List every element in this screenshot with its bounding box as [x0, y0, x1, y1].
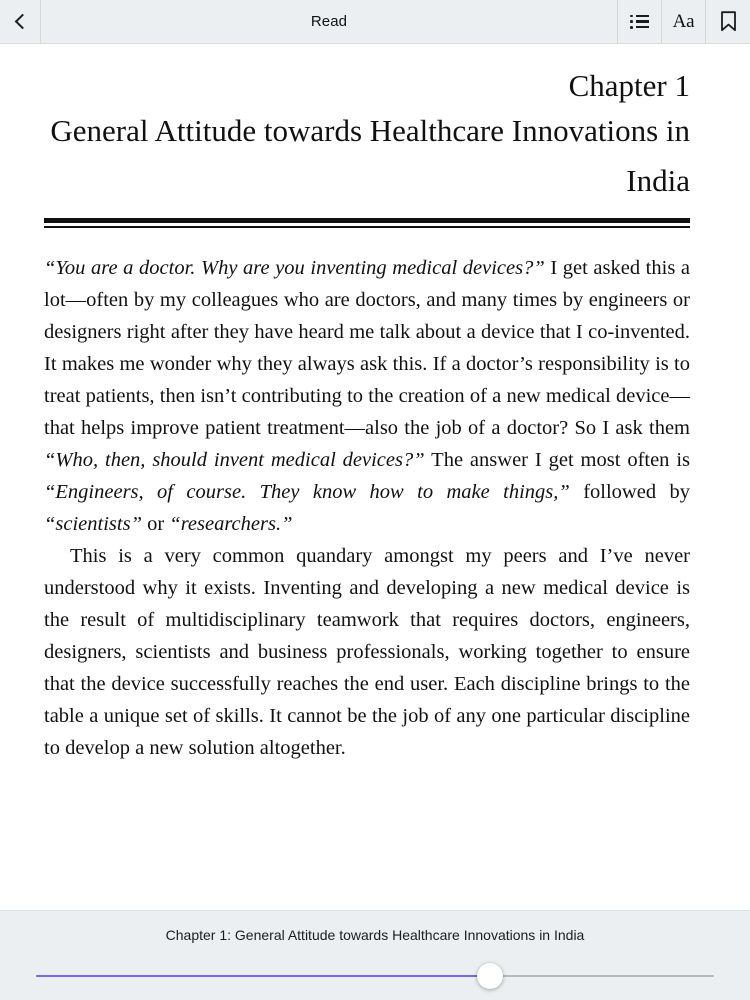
font-size-aa-icon: Aa — [672, 11, 695, 32]
back-button[interactable] — [0, 0, 41, 43]
quote-engineers: “Engineers, of course. They know how to make things,” — [44, 480, 570, 503]
top-toolbar — [0, 0, 750, 44]
quote-opening: “You are a doctor. Why are you inventing medical devices?” — [44, 256, 545, 279]
paragraph-1-text-e: or — [141, 512, 170, 535]
bookmark-button[interactable] — [706, 0, 750, 43]
font-settings-button[interactable] — [662, 0, 706, 43]
bookmark-icon — [720, 11, 737, 32]
paragraph-1-text-a: I get asked this a lot—often by my colleagues who are doctors, and many times by engineers or designers right after they have heard me talk about a device that I co-invented. It makes me wonder why they always ask this. If a doctor’s responsibility is to treat patients, then isn’t contributing to the creation of a new medical device—that helps improve patient treatment—also the job of a doctor? So I ask them — [44, 256, 690, 439]
reading-progress-slider[interactable] — [0, 962, 750, 990]
quote-scientists: “scientists” — [44, 512, 142, 535]
chevron-left-icon — [14, 14, 30, 30]
paragraph-1 — [44, 252, 690, 540]
slider-thumb[interactable] — [477, 963, 503, 989]
paragraph-1-text-d: followed by — [569, 480, 690, 503]
paragraph-2: This is a very common quandary amongst my peers and I’ve never understood why it exists. Inventing and developing a new medical device is the result of multidisciplinary teamwork that requires doctors, engineers, designers, scientists and business professionals, working together to ensure that the device successfully reaches the end user. Each discipline brings to the table a unique set of skills. It cannot be the job of any one particular discipline to develop a new solution altogether. — [44, 544, 690, 759]
reader-page[interactable] — [0, 44, 750, 910]
paragraph-1-text-c: The answer I get most often is — [424, 448, 691, 471]
table-of-contents-button[interactable] — [618, 0, 662, 43]
current-chapter-label: Chapter 1: General Attitude towards Healthcare Innovations in India — [165, 927, 585, 943]
chapter-body — [44, 252, 690, 764]
quote-who-then: “Who, then, should invent medical devices?” — [44, 448, 425, 471]
reader-title-bar — [41, 0, 618, 43]
heading-divider — [44, 218, 690, 228]
slider-track[interactable] — [36, 975, 714, 977]
page-title: Read — [310, 13, 348, 30]
slider-fill — [36, 975, 490, 977]
chapter-number: Chapter 1 — [568, 68, 690, 103]
chapter-title: General Attitude towards Healthcare Innovations in India — [50, 112, 690, 198]
bottom-toolbar — [0, 910, 750, 1000]
chapter-heading — [44, 44, 690, 206]
quote-researchers: “researchers.” — [169, 512, 293, 535]
list-toc-icon — [630, 15, 649, 29]
